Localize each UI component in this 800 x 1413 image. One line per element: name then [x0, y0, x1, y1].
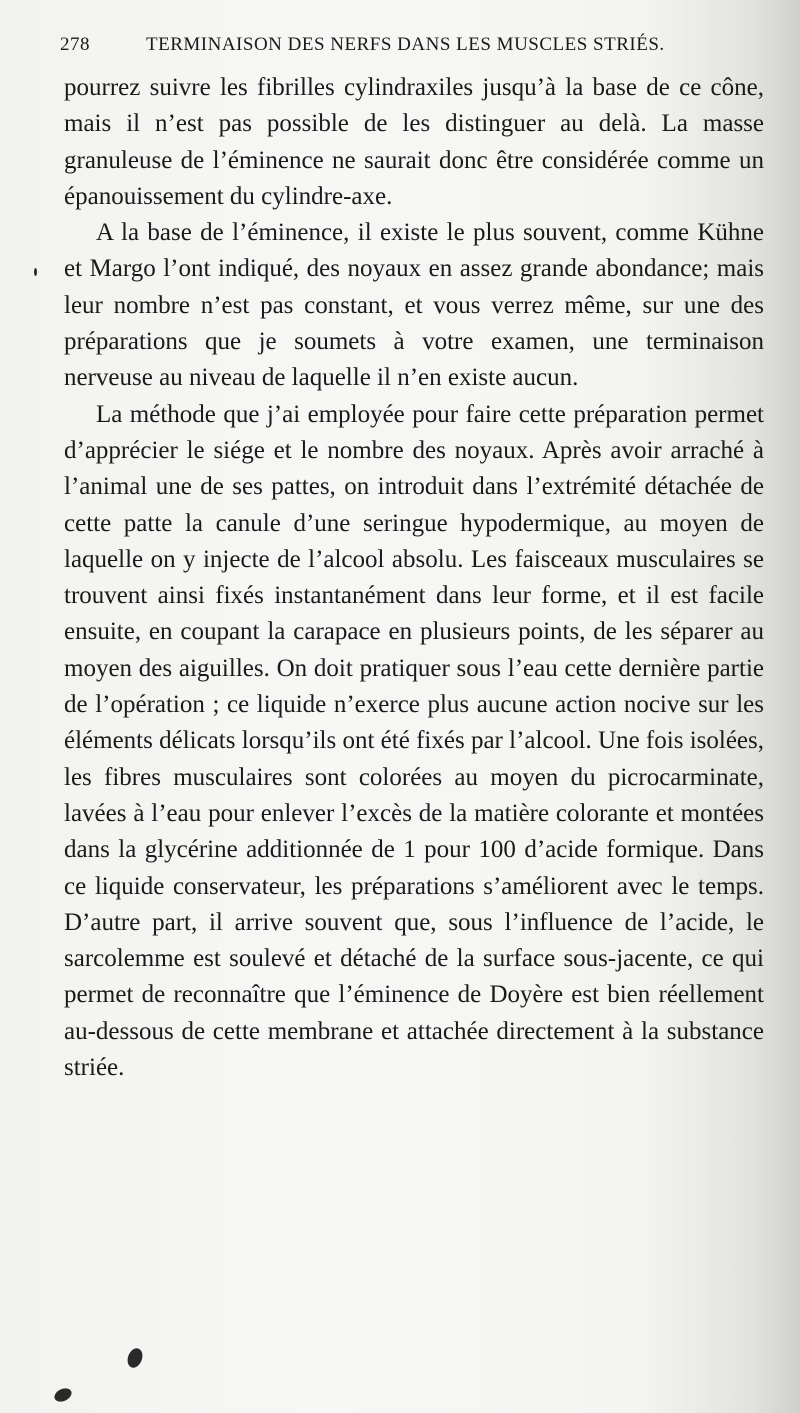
- ink-speck: [125, 1346, 145, 1370]
- page-number: 278: [60, 34, 90, 55]
- paragraph-1: pourrez suivre les fibrilles cylindraxiles jusqu’à la base de ce cône, mais il n’est pas possible de les distinguer au delà. La masse granuleuse de l’éminence ne saurait donc être considérée comme un épanouissement du cylindre-axe.: [64, 74, 764, 210]
- paragraph-2: A la base de l’éminence, il existe le plus souvent, comme Kühne et Margo l’ont indiqué, des noyaux en assez grande abondance; mais leur nombre n’est pas constant, et vous verrez même, sur une des préparations que je soumets à votre examen, une terminaison nerveuse au niveau de laquelle il n’en existe aucun.: [64, 219, 764, 392]
- ink-speck: [34, 268, 37, 276]
- paragraph-3: La méthode que j’ai employée pour faire cette préparation permet d’apprécier le siége et le nombre des noyaux. Après avoir arraché à l’animal une de ses pattes, on introduit dans l’extrémité détachée de cette patte la canule d’une seringue hypodermique, au moyen de laquelle on y injecte de l’alcool absolu. Les faisceaux musculaires se trouvent ainsi fixés instantanément dans leur forme, et il est facile ensuite, en coupant la carapace en plusieurs points, de les séparer au moyen des aiguilles. On doit pratiquer sous l’eau cette dernière partie de l’opération ; ce liquide n’exerce plus aucune action nocive sur les éléments délicats lorsqu’ils ont été fixés par l’alcool. Une fois isolées, les fibres musculaires sont colorées au moyen du picrocarminate, lavées à l’eau pour enlever l’excès de la matière colorante et montées dans la glycérine additionnée de 1 pour 100 d’acide formique. Dans ce liquide conservateur, les préparations s’améliorent avec le temps. D’autre part, il arrive souvent que, sous l’influence de l’acide, le sarcolemme est soulevé et détaché de la surface sous-jacente, ce qui permet de reconnaître que l’éminence de Doyère est bien réellement au-dessous de cette membrane et attachée directement à la substance striée.: [64, 400, 764, 1082]
- ink-speck: [52, 1386, 73, 1404]
- page-header: [60, 34, 700, 64]
- body-text: [64, 70, 764, 1086]
- running-title: TERMINAISON DES NERFS DANS LES MUSCLES STRIÉS.: [146, 34, 665, 55]
